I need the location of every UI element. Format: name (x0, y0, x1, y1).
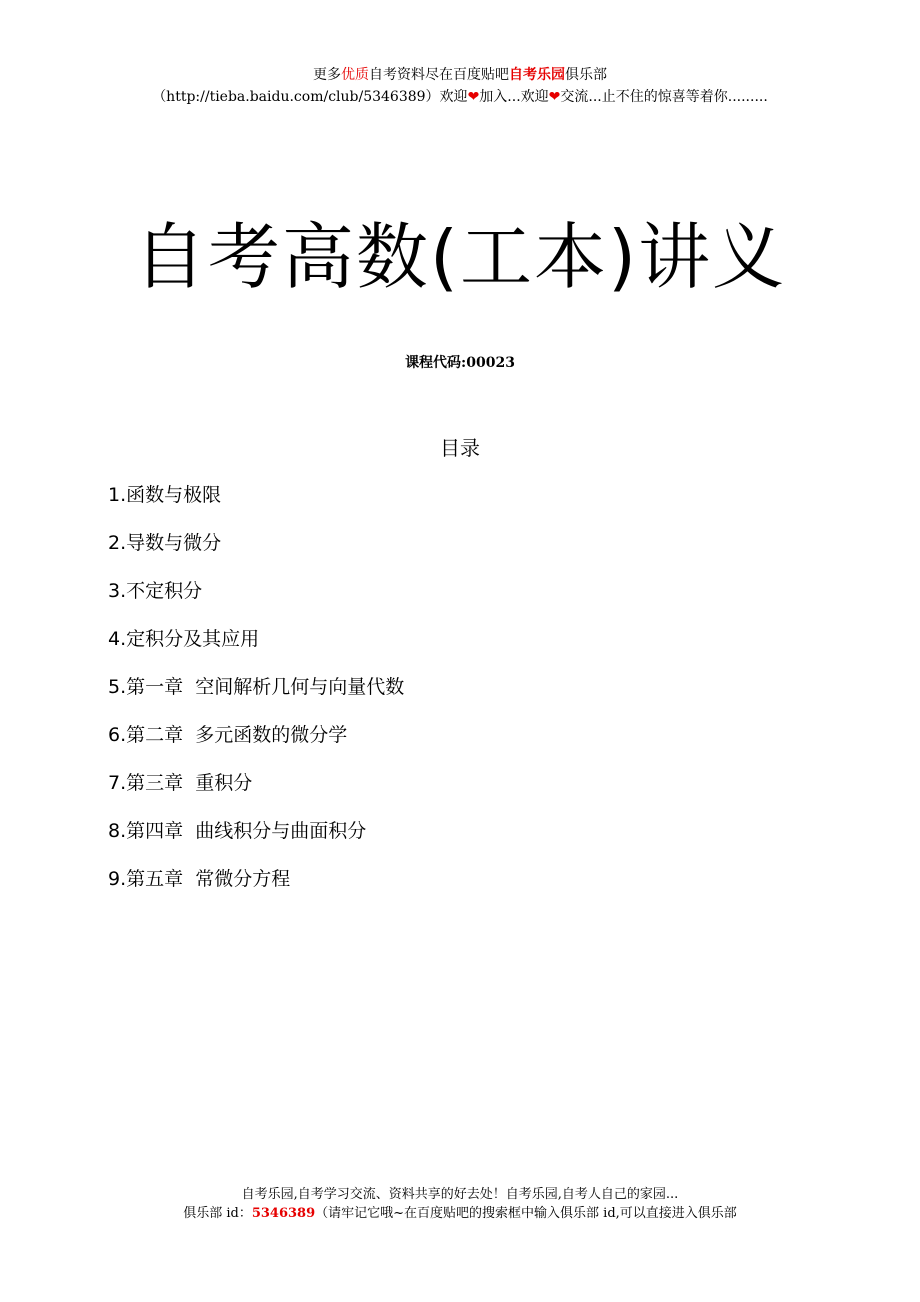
toc-item: 1.函数与极限 (108, 484, 222, 506)
toc-item: 4.定积分及其应用 (108, 628, 260, 650)
heart-icon: ❤ (467, 89, 480, 105)
header-highlight: 优质 (341, 67, 369, 83)
toc-item: 9.第五章 常微分方程 (108, 868, 291, 890)
toc-item: 5.第一章 空间解析几何与向量代数 (108, 676, 405, 698)
header-text: 俱乐部 (565, 67, 607, 83)
header-club-name: 自考乐园 (509, 67, 565, 83)
footer-text: 俱乐部 id： (183, 1206, 252, 1221)
footer-text: （请牢记它哦~在百度贴吧的搜索框中输入俱乐部 id,可以直接进入俱乐部 (315, 1206, 737, 1221)
toc-item: 6.第二章 多元函数的微分学 (108, 724, 348, 746)
toc-heading: 目录 (440, 436, 480, 460)
header-text: 加入...欢迎 (479, 89, 549, 105)
toc-item: 2.导数与微分 (108, 532, 222, 554)
page-header (0, 64, 920, 108)
course-code: 课程代码:00023 (405, 355, 515, 371)
header-line-1 (0, 64, 920, 86)
page-footer (0, 1185, 920, 1223)
table-of-contents (108, 480, 404, 912)
header-text: 更多 (313, 67, 341, 83)
header-link-text: （http://tieba.baidu.com/club/5346389）欢迎 (152, 89, 468, 105)
toc-item: 8.第四章 曲线积分与曲面积分 (108, 820, 367, 842)
footer-line-1: 自考乐园,自考学习交流、资料共享的好去处！自考乐园,自考人自己的家园... (241, 1187, 679, 1202)
header-text: 自考资料尽在百度贴吧 (369, 67, 509, 83)
header-line-2 (0, 86, 920, 108)
club-id: 5346389 (251, 1206, 316, 1221)
document-title: 自考高数(工本)讲义 (133, 215, 787, 299)
toc-item: 3.不定积分 (108, 580, 203, 602)
toc-item: 7.第三章 重积分 (108, 772, 253, 794)
header-text: 交流...止不住的惊喜等着你......... (560, 89, 768, 105)
heart-icon: ❤ (548, 89, 561, 105)
footer-line-2 (0, 1204, 920, 1223)
